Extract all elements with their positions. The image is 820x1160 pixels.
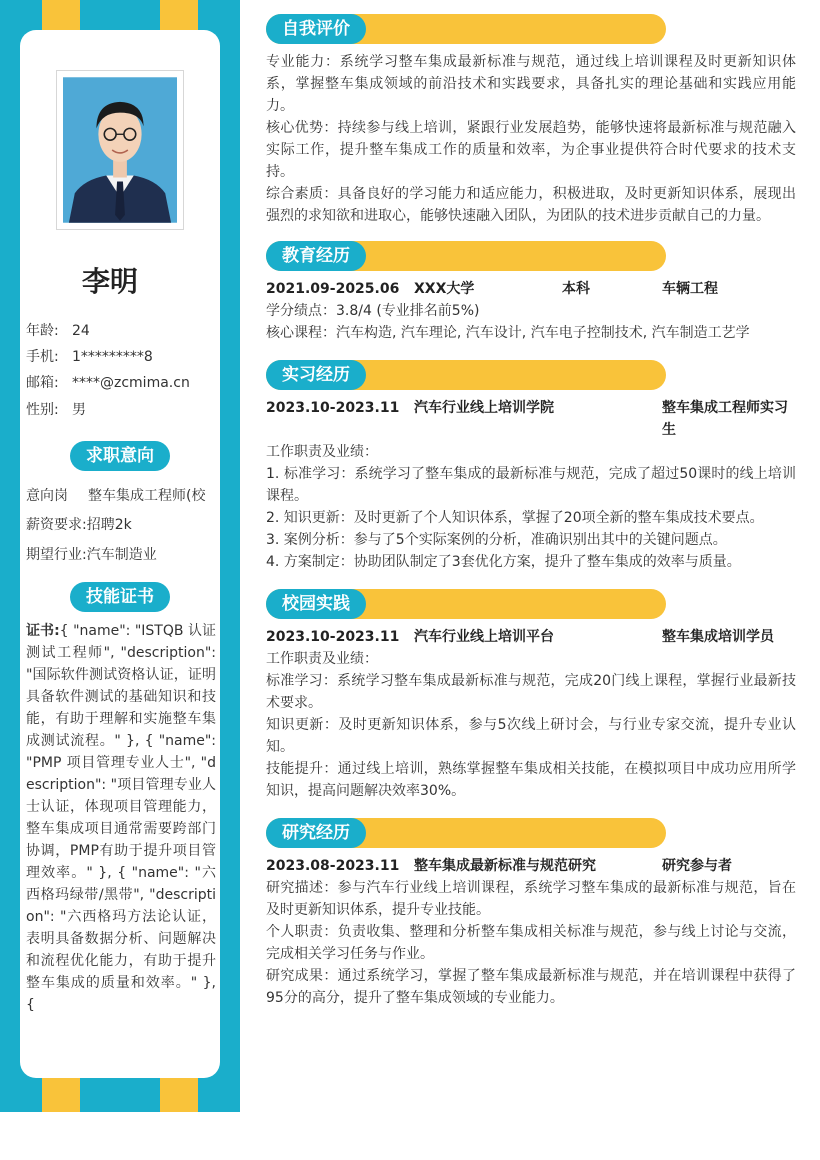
avatar [56,70,184,230]
section-header [266,589,666,619]
intent-heading: 求职意向 [70,441,170,471]
intent-industry-label: 期望行业: [26,547,87,563]
research-topic: 整车集成最新标准与规范研究 [414,858,596,874]
intent-position-row [26,485,205,505]
gender-value: 男 [72,402,86,418]
age-value: 24 [72,323,90,339]
email-value: ****@zcmima.cn [72,375,190,391]
self-eval-paragraph: 核心优势：持续参与线上培训，紧跟行业发展趋势，能够快速将最新标准与规范融入实际工作，提升整车集成工作的质量和效率，为企事业提供符合时代要求的技术支持。 [266,120,796,180]
research-item: 研究成果：通过系统学习，掌握了整车集成最新标准与规范，并在培训课程中获得了95分的高分，提升了整车集成领域的专业能力。 [266,968,796,1006]
certificates-text [26,620,216,1016]
research-item: 个人职责：负责收集、整理和分析整车集成相关标准与规范，参与线上讨论与交流，完成相关学习任务与作业。 [266,924,796,962]
decor-stripe [160,0,198,32]
intent-industry-value: 汽车制造业 [86,547,157,563]
self-eval-paragraph: 综合素质：具备良好的学习能力和适应能力，积极进取，及时更新知识体系，展现出强烈的求知欲和进取心，能够快速融入团队，为团队的技术进步贡献自己的力量。 [266,186,796,224]
section-internship [266,360,796,573]
section-header [266,241,666,271]
campus-item: 标准学习：系统学习整车集成最新标准与规范，完成20门线上课程，掌握行业最新技术要求。 [266,673,796,711]
internship-item: 3. 案例分析：参与了5个实际案例的分析，准确识别出其中的关键问题点。 [266,532,727,548]
phone-row [26,346,153,366]
email-label: 邮箱: [26,375,59,391]
portrait-image [63,77,177,223]
research-row [266,855,796,877]
section-title: 实习经历 [266,360,366,390]
age-label: 年龄: [26,323,59,339]
internship-row [266,397,796,441]
education-gpa: 学分绩点：3.8/4 (专业排名前5%) [266,303,480,319]
research-item: 研究描述：参与汽车行业线上培训课程，系统学习整车集成的最新标准与规范，旨在及时更新知识体系，提升专业技能。 [266,880,796,918]
internship-item: 1. 标准学习：系统学习了整车集成的最新标准与规范，完成了超过50课时的线上培训课程。 [266,466,796,504]
section-header [266,14,666,44]
phone-label: 手机: [26,349,59,365]
section-header [266,818,666,848]
section-campus-practice [266,589,796,802]
internship-intro: 工作职责及业绩： [266,444,378,460]
campus-item: 技能提升：通过线上培训，熟练掌握整车集成相关技能，在模拟项目中成功应用所学知识，提高问题解决效率30%。 [266,761,796,799]
gender-label: 性别: [26,402,59,418]
intent-position-value: 整车集成工程师(校 [88,488,206,504]
campus-role: 整车集成培训学员 [662,629,774,645]
intent-salary-label: 薪资要求: [26,517,87,533]
section-education [266,241,796,344]
age-row [26,320,90,340]
intent-salary-value: 招聘 [86,517,115,533]
section-title: 自我评价 [266,14,366,44]
decor-stripe [42,0,80,32]
section-header [266,360,666,390]
internship-period: 2023.10-2023.11 [266,400,400,416]
decor-stripe [42,1075,80,1112]
campus-row [266,626,796,648]
cert-body: { "name": "ISTQB 认证测试工程师", "description": "国际软件测试资格认证，证明具备软件测试的基础知识和技能，有助于理解和实施整车集成测试流程。" }, { "name": "PMP 项目管理专业人士", "description": "项目管理专业人士认证，体现项目管理能力，整车集成项目通常需要跨部门协调，PMP有助于提升项目管理效率。" }, { "name": "六西格玛绿带/黑带", "description": "六西格玛方法论认证，表明具备数据分析、问题解决和流程优化能力，有助于提升整车集成的质量和效率。" }, { [26,623,216,1013]
section-title: 教育经历 [266,241,366,271]
intent-salary-row [26,514,132,534]
campus-intro: 工作职责及业绩： [266,651,378,667]
email-row [26,372,190,392]
decor-stripe [160,1075,198,1112]
education-courses: 核心课程：汽车构造, 汽车理论, 汽车设计, 汽车电子控制技术, 汽车制造工艺学 [266,325,750,341]
cert-label: 证书: [26,623,60,639]
skills-heading: 技能证书 [70,582,170,612]
education-row [266,278,796,300]
education-major: 车辆工程 [662,281,718,297]
candidate-name: 李明 [81,265,138,298]
internship-item: 2. 知识更新：及时更新了个人知识体系，掌握了20项全新的整车集成技术要点。 [266,510,764,526]
gender-row [26,399,86,419]
internship-org: 汽车行业线上培训学院 [414,400,554,416]
education-period: 2021.09-2025.06 [266,281,400,297]
education-school: XXX大学 [414,281,475,297]
internship-role: 整车集成工程师实习生 [662,400,788,438]
section-self-evaluation [266,14,796,227]
campus-period: 2023.10-2023.11 [266,629,400,645]
education-degree: 本科 [562,281,590,297]
intent-position-label: 意向岗 [26,488,68,504]
internship-item: 4. 方案制定：协助团队制定了3套优化方案，提升了整车集成的效率与质量。 [266,554,741,570]
research-period: 2023.08-2023.11 [266,858,400,874]
research-role: 研究参与者 [662,858,732,874]
campus-item: 知识更新：及时更新知识体系，参与5次线上研讨会，与行业专家交流，提升专业认知。 [266,717,796,755]
campus-org: 汽车行业线上培训平台 [414,629,554,645]
section-title: 研究经历 [266,818,366,848]
self-eval-paragraph: 专业能力：系统学习整车集成最新标准与规范，通过线上培训课程及时更新知识体系，掌握整车集成领域的前沿技术和实践要求，具备扎实的理论基础和实践应用能力。 [266,54,796,114]
intent-salary-amount: 2k [114,517,132,533]
intent-industry-row [26,544,157,564]
phone-value: 1*********8 [72,349,153,365]
section-title: 校园实践 [266,589,366,619]
section-research [266,818,796,1009]
